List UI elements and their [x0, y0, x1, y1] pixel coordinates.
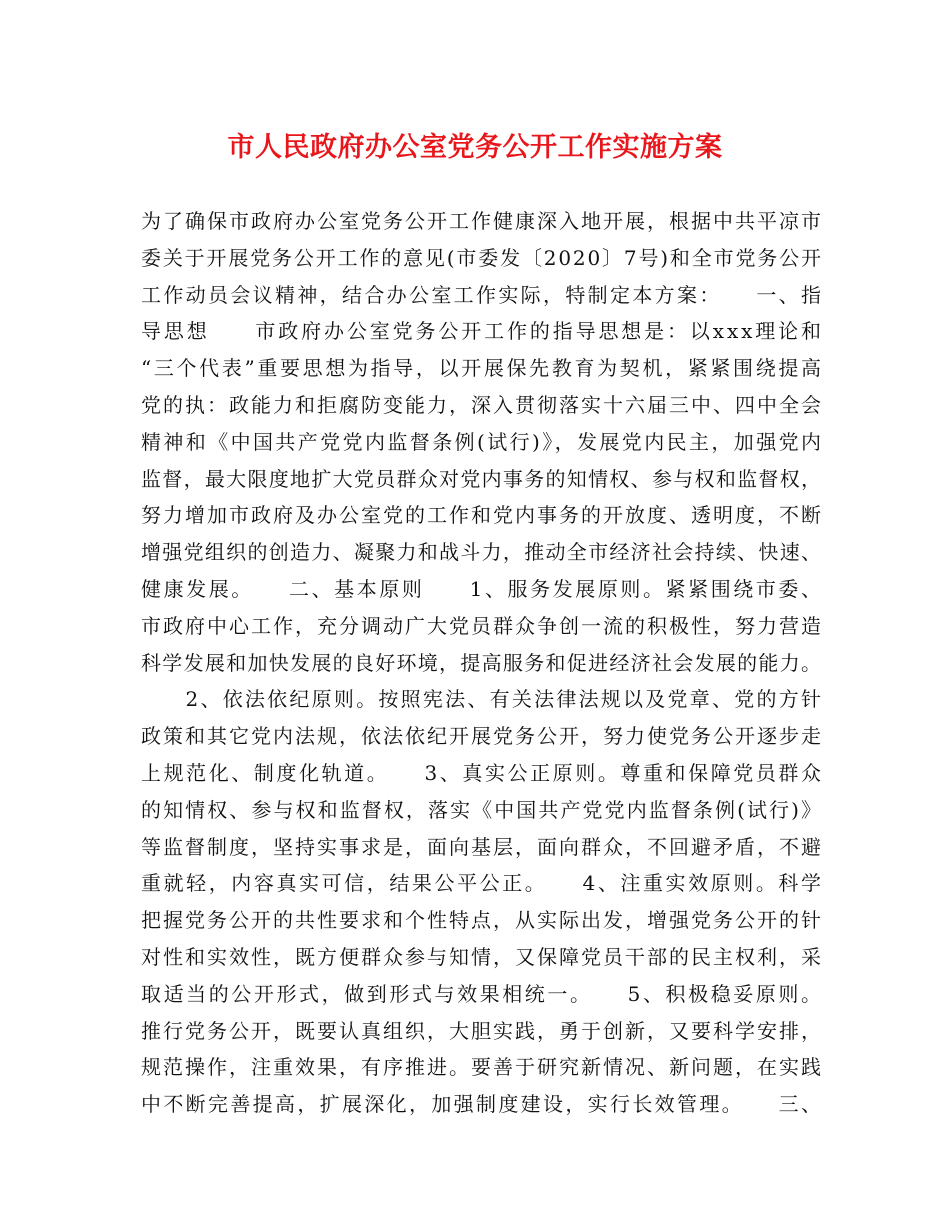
paragraph-line: 健康发展。 二、基本原则 1、服务发展原则。紧紧围绕市委、	[141, 576, 824, 601]
paragraph-line: 工作动员会议精神，结合办公室工作实际，特制定本方案： 一、指	[141, 282, 824, 307]
paragraph-line: 把握党务公开的共性要求和个性特点，从实际出发，增强党务公开的针	[141, 908, 823, 933]
paragraph-line: 推行党务公开，既要认真组织，大胆实践，勇于创新，又要科学安排，	[141, 1018, 823, 1043]
paragraph-line: 科学发展和加快发展的良好环境，提高服务和促进经济社会发展的能力。	[141, 650, 823, 675]
paragraph-line: 2、依法依纪原则。按照宪法、有关法律法规以及党章、党的方针	[141, 687, 824, 712]
paragraph-line: 党的执：政能力和拒腐防变能力，深入贯彻落实十六届三中、四中全会	[141, 392, 823, 417]
paragraph-line: 规范操作，注重效果，有序推进。要善于研究新情况、新问题，在实践	[141, 1055, 823, 1080]
paragraph-line: 为了确保市政府办公室党务公开工作健康深入地开展，根据中共平凉市	[141, 209, 823, 233]
paragraph-line: 对性和实效性，既方便群众参与知情，又保障党员干部的民主权利，采	[141, 944, 823, 969]
paragraph-line: 监督，最大限度地扩大党员群众对党内事务的知情权、参与权和监督权，	[141, 466, 823, 491]
document-title: 市人民政府办公室党务公开工作实施方案	[227, 132, 723, 163]
paragraph-line: 等监督制度，坚持实事求是，面向基层，面向群众，不回避矛盾，不避	[141, 834, 823, 859]
paragraph-line: “三个代表”重要思想为指导，以开展保先教育为契机，紧紧围绕提高	[141, 356, 824, 381]
paragraph-line: 市政府中心工作，充分调动广大党员群众争创一流的积极性，努力营造	[141, 613, 823, 638]
paragraph-line: 政策和其它党内法规，依法依纪开展党务公开，努力使党务公开逐步走	[141, 724, 823, 749]
paragraph-line: 努力增加市政府及办公室党的工作和党内事务的开放度、透明度，不断	[141, 503, 823, 528]
paragraph-line: 增强党组织的创造力、凝聚力和战斗力，推动全市经济社会持续、快速、	[141, 540, 823, 565]
paragraph-line: 取适当的公开形式，做到形式与效果相统一。 5、积极稳妥原则。	[141, 981, 824, 1006]
paragraph-line: 的知情权、参与权和监督权，落实《中国共产党党内监督条例(试行)》	[141, 797, 824, 822]
document-body	[141, 203, 824, 1123]
paragraph-line: 委关于开展党务公开工作的意见(市委发〔2020〕7号)和全市党务公开	[141, 245, 823, 270]
paragraph-line: 上规范化、制度化轨道。 3、真实公正原则。尊重和保障党员群众	[141, 760, 824, 785]
paragraph-line: 导思想 市政府办公室党务公开工作的指导思想是：以xxx理论和	[141, 319, 824, 344]
paragraph-line: 精神和《中国共产党党内监督条例(试行)》，发展党内民主，加强党内	[141, 429, 824, 454]
paragraph-line: 重就轻，内容真实可信，结果公平公正。 4、注重实效原则。科学	[141, 871, 824, 896]
paragraph-line: 中不断完善提高，扩展深化，加强制度建设，实行长效管理。 三、	[141, 1092, 824, 1117]
